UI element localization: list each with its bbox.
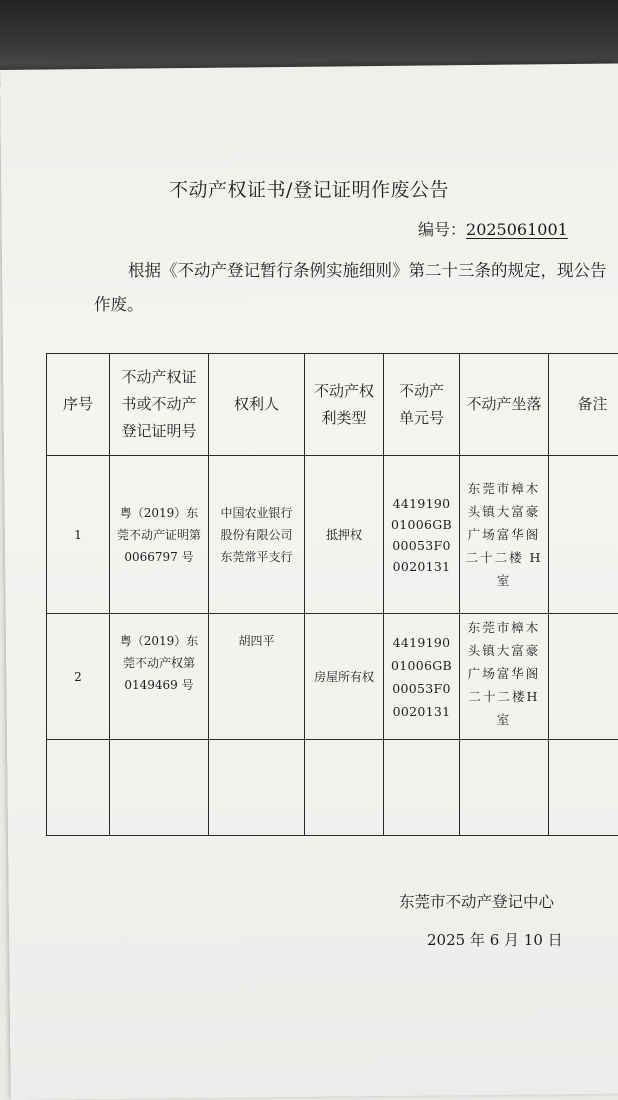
- header-remark: 备注: [549, 354, 618, 456]
- table-row: [47, 456, 618, 614]
- row-right-type: 房屋所有权: [305, 614, 384, 740]
- table-header-row: [47, 354, 618, 456]
- empty-cell: [305, 740, 384, 836]
- row-location: 东莞市樟木头镇大富豪广场富华阁二十二楼H室: [460, 614, 549, 740]
- row-certificate: 粤（2019）东莞不动产权第0149469 号: [110, 614, 209, 740]
- empty-cell: [384, 740, 460, 836]
- document-title: 不动产权证书/登记证明作废公告: [169, 179, 449, 201]
- row-certificate: 粤（2019）东莞不动产证明第0066797 号: [110, 456, 209, 614]
- empty-cell: [47, 740, 110, 836]
- row-right-holder: 中国农业银行股份有限公司东莞常平支行: [209, 456, 305, 614]
- table-row-empty: [47, 740, 618, 836]
- empty-cell: [549, 740, 618, 836]
- row-unit-number: 441919001006GB00053F00020131: [384, 614, 460, 740]
- header-right-type: 不动产权利类型: [305, 354, 384, 456]
- row-serial: 1: [47, 456, 110, 614]
- header-right-holder: 权利人: [209, 354, 305, 456]
- header-certificate: 不动产权证书或不动产登记证明号: [110, 354, 209, 456]
- row-serial: 2: [47, 614, 110, 740]
- row-remark: [549, 614, 618, 740]
- issue-date: 2025 年 6 月 10 日: [427, 931, 563, 949]
- row-location: 东莞市樟木头镇大富豪广场富华阁二十二楼 H 室: [460, 456, 549, 614]
- notice-table: [46, 353, 618, 836]
- empty-cell: [460, 740, 549, 836]
- issuing-organization: 东莞市不动产登记中心: [399, 893, 555, 911]
- empty-cell: [209, 740, 305, 836]
- row-unit-number: 441919001006GB00053F00020131: [384, 456, 460, 614]
- row-remark: [549, 456, 618, 614]
- table-row: [47, 614, 618, 740]
- empty-cell: [110, 740, 209, 836]
- header-unit-number: 不动产单元号: [384, 354, 460, 456]
- document-number-label: 编号：: [418, 220, 467, 239]
- row-right-holder: 胡四平: [209, 614, 305, 740]
- header-location: 不动产坐落: [460, 354, 549, 456]
- header-serial: 序号: [47, 354, 110, 456]
- basis-paragraph: 根据《不动产登记暂行条例实施细则》第二十三条的规定，现公告作废。: [94, 261, 607, 314]
- document-number: [418, 217, 568, 240]
- document-number-value: 2025061001: [466, 220, 568, 239]
- row-right-type: 抵押权: [305, 456, 384, 614]
